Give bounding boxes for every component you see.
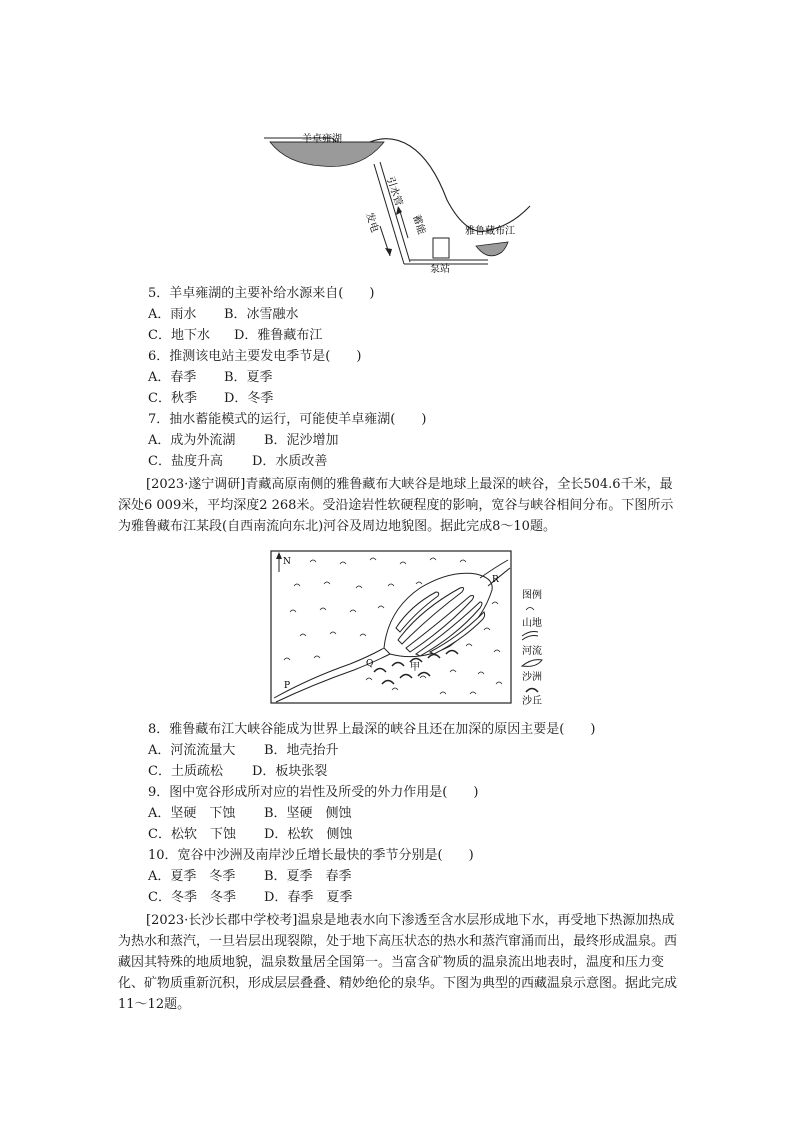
q9-options-row2 xyxy=(148,825,352,845)
pump-station xyxy=(433,238,449,258)
q5-option-a[interactable]: A．雨水 xyxy=(148,307,197,322)
q8-option-d[interactable]: D．板块张裂 xyxy=(252,764,328,779)
passage-yarlung-canyon: [2023·遂宁调研]青藏高原南侧的雅鲁藏布大峡谷是地球上最深的峡谷，全长504.6千米，最深处6 009米，平均深度2 268米。受沿途岩性软硬程度的影响，宽谷与峡谷相间分布。下图所示为雅鲁藏布江某段(自西南流向东北)河谷及周边地貌图。据此完成8～10题。 xyxy=(118,477,674,534)
legend-dune: 沙丘 xyxy=(522,696,542,706)
legend-sandbar: 沙洲 xyxy=(522,672,542,683)
pump-label: 泵站 xyxy=(430,264,450,275)
q7-option-c[interactable]: C．盐度升高 xyxy=(148,454,223,469)
q10-options-row1 xyxy=(148,867,352,887)
store-label: 蓄能 xyxy=(410,213,427,236)
q6-options-row1 xyxy=(148,368,273,388)
q6-option-a[interactable]: A．春季 xyxy=(148,370,197,385)
q8-options-row2 xyxy=(148,762,327,782)
legend-mountain-icon xyxy=(526,608,534,611)
q6-options-row2 xyxy=(148,389,273,409)
legend-title: 图例 xyxy=(522,590,542,601)
q8-options-row1 xyxy=(148,741,339,761)
q6-option-d[interactable]: D．冬季 xyxy=(224,391,274,406)
q7-options-row1 xyxy=(148,431,339,451)
legend-river-icon xyxy=(522,632,538,641)
lake-shape xyxy=(270,142,384,167)
q9-option-b[interactable]: B．坚硬 侧蚀 xyxy=(264,806,352,821)
q10-option-a[interactable]: A．夏季 冬季 xyxy=(148,869,236,884)
q9-stem: 9．图中宽谷形成所对应的岩性及所受的外力作用是( ) xyxy=(148,785,479,800)
q5-options-row2 xyxy=(148,326,322,346)
q5-stem: 5．羊卓雍湖的主要补给水源来自( ) xyxy=(148,286,375,301)
q8-option-b[interactable]: B．地壳抬升 xyxy=(264,743,339,758)
q9-option-c[interactable]: C．松软 下蚀 xyxy=(148,827,236,842)
q10-option-b[interactable]: B．夏季 春季 xyxy=(264,869,352,884)
q7-option-d[interactable]: D．水质改善 xyxy=(252,454,328,469)
figure-pumped-storage xyxy=(262,130,532,275)
q10-option-c[interactable]: C．冬季 冬季 xyxy=(148,890,236,905)
q8-option-c[interactable]: C．土质疏松 xyxy=(148,764,223,779)
q10-stem: 10．宽谷中沙洲及南岸沙丘增长最快的季节分别是( ) xyxy=(148,848,474,863)
legend-mountain: 山地 xyxy=(522,618,542,629)
point-p: P xyxy=(284,681,291,691)
pipe-label: 引水管 xyxy=(384,175,404,208)
q8-option-a[interactable]: A．河流流量大 xyxy=(148,743,236,758)
q9-option-a[interactable]: A．坚硬 下蚀 xyxy=(148,806,236,821)
river-shape xyxy=(476,242,508,256)
q5-options-row1 xyxy=(148,305,299,325)
q7-option-b[interactable]: B．泥沙增加 xyxy=(264,433,339,448)
lake-label: 羊卓雍湖 xyxy=(302,134,342,145)
point-q: Q xyxy=(366,659,374,669)
point-r: R xyxy=(492,575,499,585)
q5-option-d[interactable]: D．雅鲁藏布江 xyxy=(234,328,323,343)
north-label: N xyxy=(283,557,291,567)
q10-options-row2 xyxy=(148,888,352,908)
point-jia: 甲 xyxy=(410,662,420,673)
generate-label: 发电 xyxy=(363,211,380,234)
q9-option-d[interactable]: D．松软 侧蚀 xyxy=(264,827,353,842)
q6-stem: 6．推测该电站主要发电季节是( ) xyxy=(148,349,362,364)
q7-stem: 7．抽水蓄能模式的运行，可能使羊卓雍湖( ) xyxy=(148,412,427,427)
q10-option-d[interactable]: D．春季 夏季 xyxy=(264,890,353,905)
river-label: 雅鲁藏布江 xyxy=(465,226,515,237)
q7-option-a[interactable]: A．成为外流湖 xyxy=(148,433,236,448)
q6-option-c[interactable]: C．秋季 xyxy=(148,391,197,406)
q5-option-c[interactable]: C．地下水 xyxy=(148,328,210,343)
q8-stem: 8．雅鲁藏布江大峡谷能成为世界上最深的峡谷且还在加深的原因主要是( ) xyxy=(148,722,596,737)
passage-tibet-hot-springs: [2023·长沙长郡中学校考]温泉是地表水向下渗透至含水层形成地下水，再受地下热源加热成为热水和蒸汽，一旦岩层出现裂隙，处于地下高压状态的热水和蒸汽窜涌而出，最终形成温泉。西藏因其特殊的地质地貌，温泉数量居全国第一。当富含矿物质的温泉流出地表时，温度和压力变化、矿物质重新沉积，形成层层叠叠、精妙绝伦的泉华。下图为典型的西藏温泉示意图。据此完成11～12题。 xyxy=(118,913,678,1012)
q9-options-row1 xyxy=(148,804,352,824)
legend-dune-icon xyxy=(526,689,538,693)
legend-sandbar-icon xyxy=(522,660,542,667)
q7-options-row2 xyxy=(148,452,327,472)
q6-option-b[interactable]: B．夏季 xyxy=(224,370,273,385)
q5-option-b[interactable]: B．冰雪融水 xyxy=(224,307,299,322)
legend-river: 河流 xyxy=(522,646,542,657)
figure-valley-map xyxy=(270,550,550,706)
